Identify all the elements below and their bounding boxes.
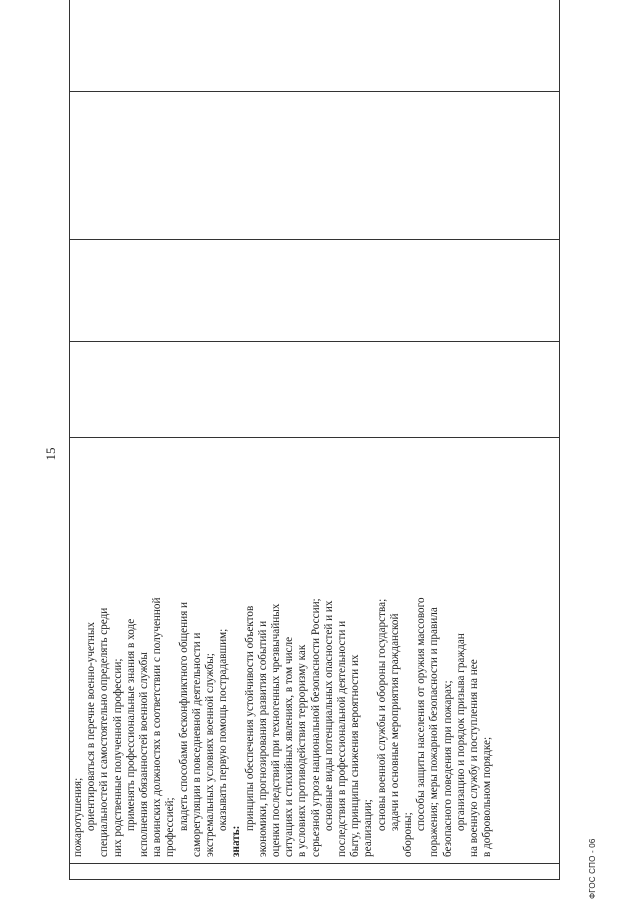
text-line: профессией; [164, 797, 177, 857]
text-line: экономики, прогнозирования развития событий и [256, 620, 269, 857]
text-line: поражения; меры пожарной безопасности и правила [428, 607, 441, 857]
text-line: задачи и основные мероприятия гражданской [388, 613, 401, 831]
table-cell-empty [70, 240, 560, 342]
text-line: применять профессиональные знания в ходе [124, 618, 137, 831]
text-line: ситуациях и стихийных явлениях, в том числе [283, 636, 296, 857]
text-line: последствия в профессиональной деятельности и [336, 620, 349, 857]
text-line: на воинских должностях в соответствии с полученной [151, 597, 164, 857]
text-line: быту, принципы снижения вероятности их [349, 654, 362, 857]
text-line: принципы обеспечения устойчивости объектов [243, 605, 256, 831]
table-row [70, 0, 560, 880]
text-line: организацию и порядок призыва граждан [454, 633, 467, 831]
text-line: реализации; [362, 799, 375, 857]
text-line: экстремальных условиях военной службы; [204, 653, 217, 857]
text-line: саморегуляции в повседневной деятельности и [190, 632, 203, 857]
text-line: владеть способами бесконфликтного общения и [177, 601, 190, 831]
text-line: в добровольном порядке; [481, 736, 494, 857]
text-line: исполнения обязанностей военной службы [138, 652, 151, 857]
document-footer: ФГОС СПО - 06 [588, 838, 597, 899]
text-line: в условиях противодействия терроризму как [296, 644, 309, 857]
standards-table [69, 0, 560, 880]
text-line: основные виды потенциальных опасностей и их [322, 600, 335, 831]
table-cell-competencies [70, 438, 560, 864]
text-line: знать: [230, 825, 243, 857]
text-line: оценки последствий при техногенных чрезвычайных [270, 603, 283, 857]
competency-text [72, 441, 495, 857]
text-line: обороны; [402, 812, 415, 857]
text-line: них родственные полученной профессии; [111, 658, 124, 857]
text-line: основы военной службы и обороны государства; [375, 598, 388, 831]
text-line: безопасного поведения при пожарах; [441, 680, 454, 857]
text-line: способы защиты населения от оружия массового [415, 597, 428, 831]
table-cell-empty [70, 0, 560, 92]
table-cell-margin [70, 864, 560, 880]
text-line: серьезной угрозе национальной безопасности России; [309, 598, 322, 857]
page-number: 15 [43, 447, 58, 461]
table-cell-empty [70, 342, 560, 438]
text-line: оказывать первую помощь пострадавшим; [217, 628, 230, 831]
table-cell-empty [70, 92, 560, 240]
text-line: пожаротушения; [72, 777, 84, 857]
text-line: на военную службу и поступления на нее [468, 659, 481, 857]
text-line: специальностей и самостоятельно определять среди [98, 607, 111, 857]
text-line: ориентироваться в перечне военно-учетных [85, 622, 98, 831]
